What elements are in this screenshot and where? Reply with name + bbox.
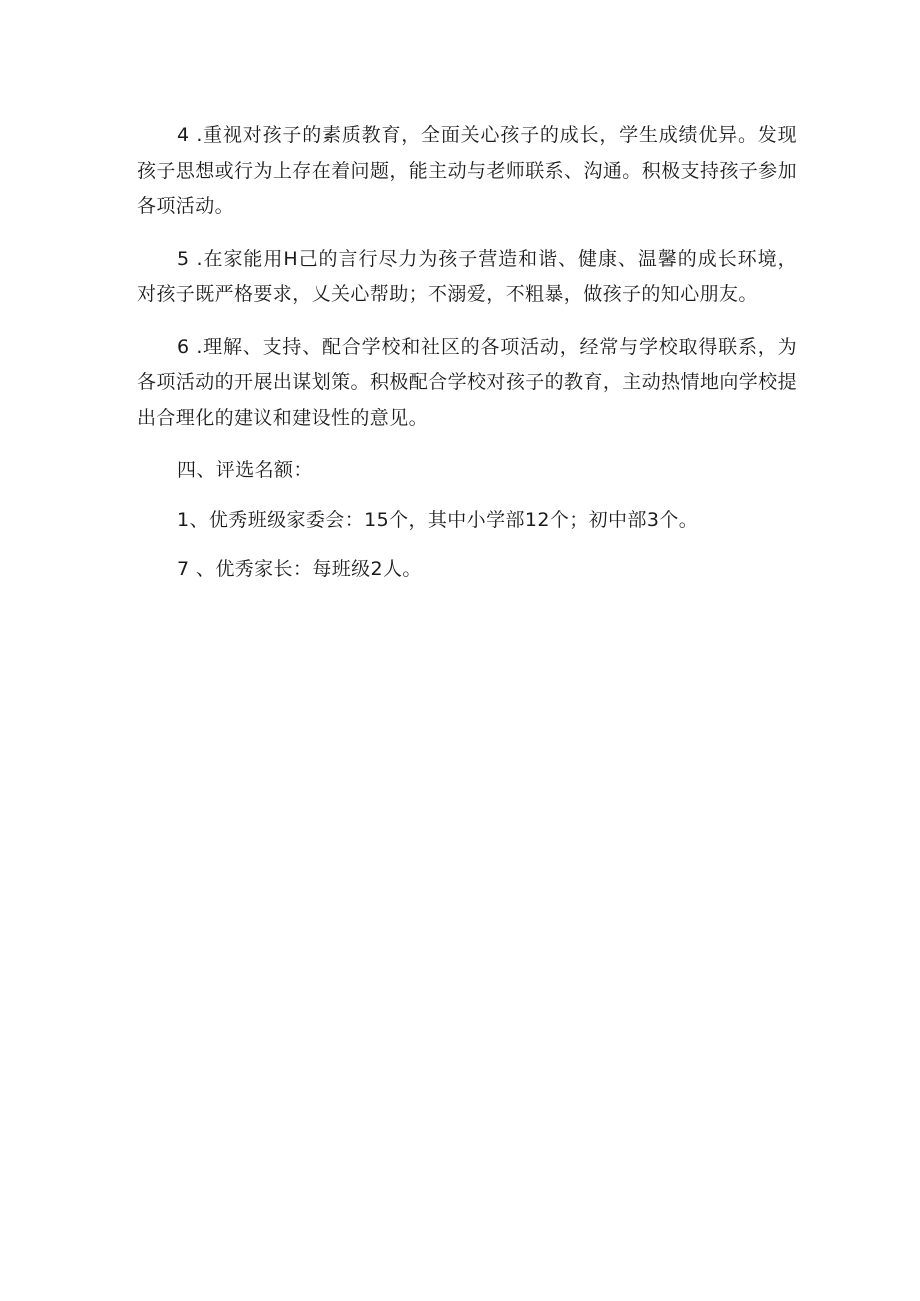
quota-item-parents: 7 、优秀家长：每班级2人。 bbox=[177, 558, 422, 580]
quota-item-committee: 1、优秀班级家委会：15个，其中小学部12个；初中部3个。 bbox=[177, 508, 699, 531]
paragraph-item-4: 4 .重视对孩子的素质教育，全面关心孩子的成长，学生成绩优异。发现孩子思想或行为上存在着问题，能主动与老师联系、沟通。积极支持孩子参加各项活动。 bbox=[137, 124, 797, 217]
paragraph-item-5: 5 .在家能用H己的言行尽力为孩子营造和谐、健康、温馨的成长环境，对孩子既严格要求，乂关心帮助；不溺爱，不粗暴，做孩子的知心朋友。 bbox=[137, 247, 797, 305]
section-heading-quota: 四、评选名额： bbox=[177, 459, 313, 481]
paragraph-item-6: 6 .理解、支持、配合学校和社区的各项活动，经常与学校取得联系，为各项活动的开展出谋划策。积极配合学校对孩子的教育，主动热情地向学校提出合理化的建议和建设性的意见。 bbox=[137, 335, 797, 429]
document-body bbox=[137, 118, 797, 602]
